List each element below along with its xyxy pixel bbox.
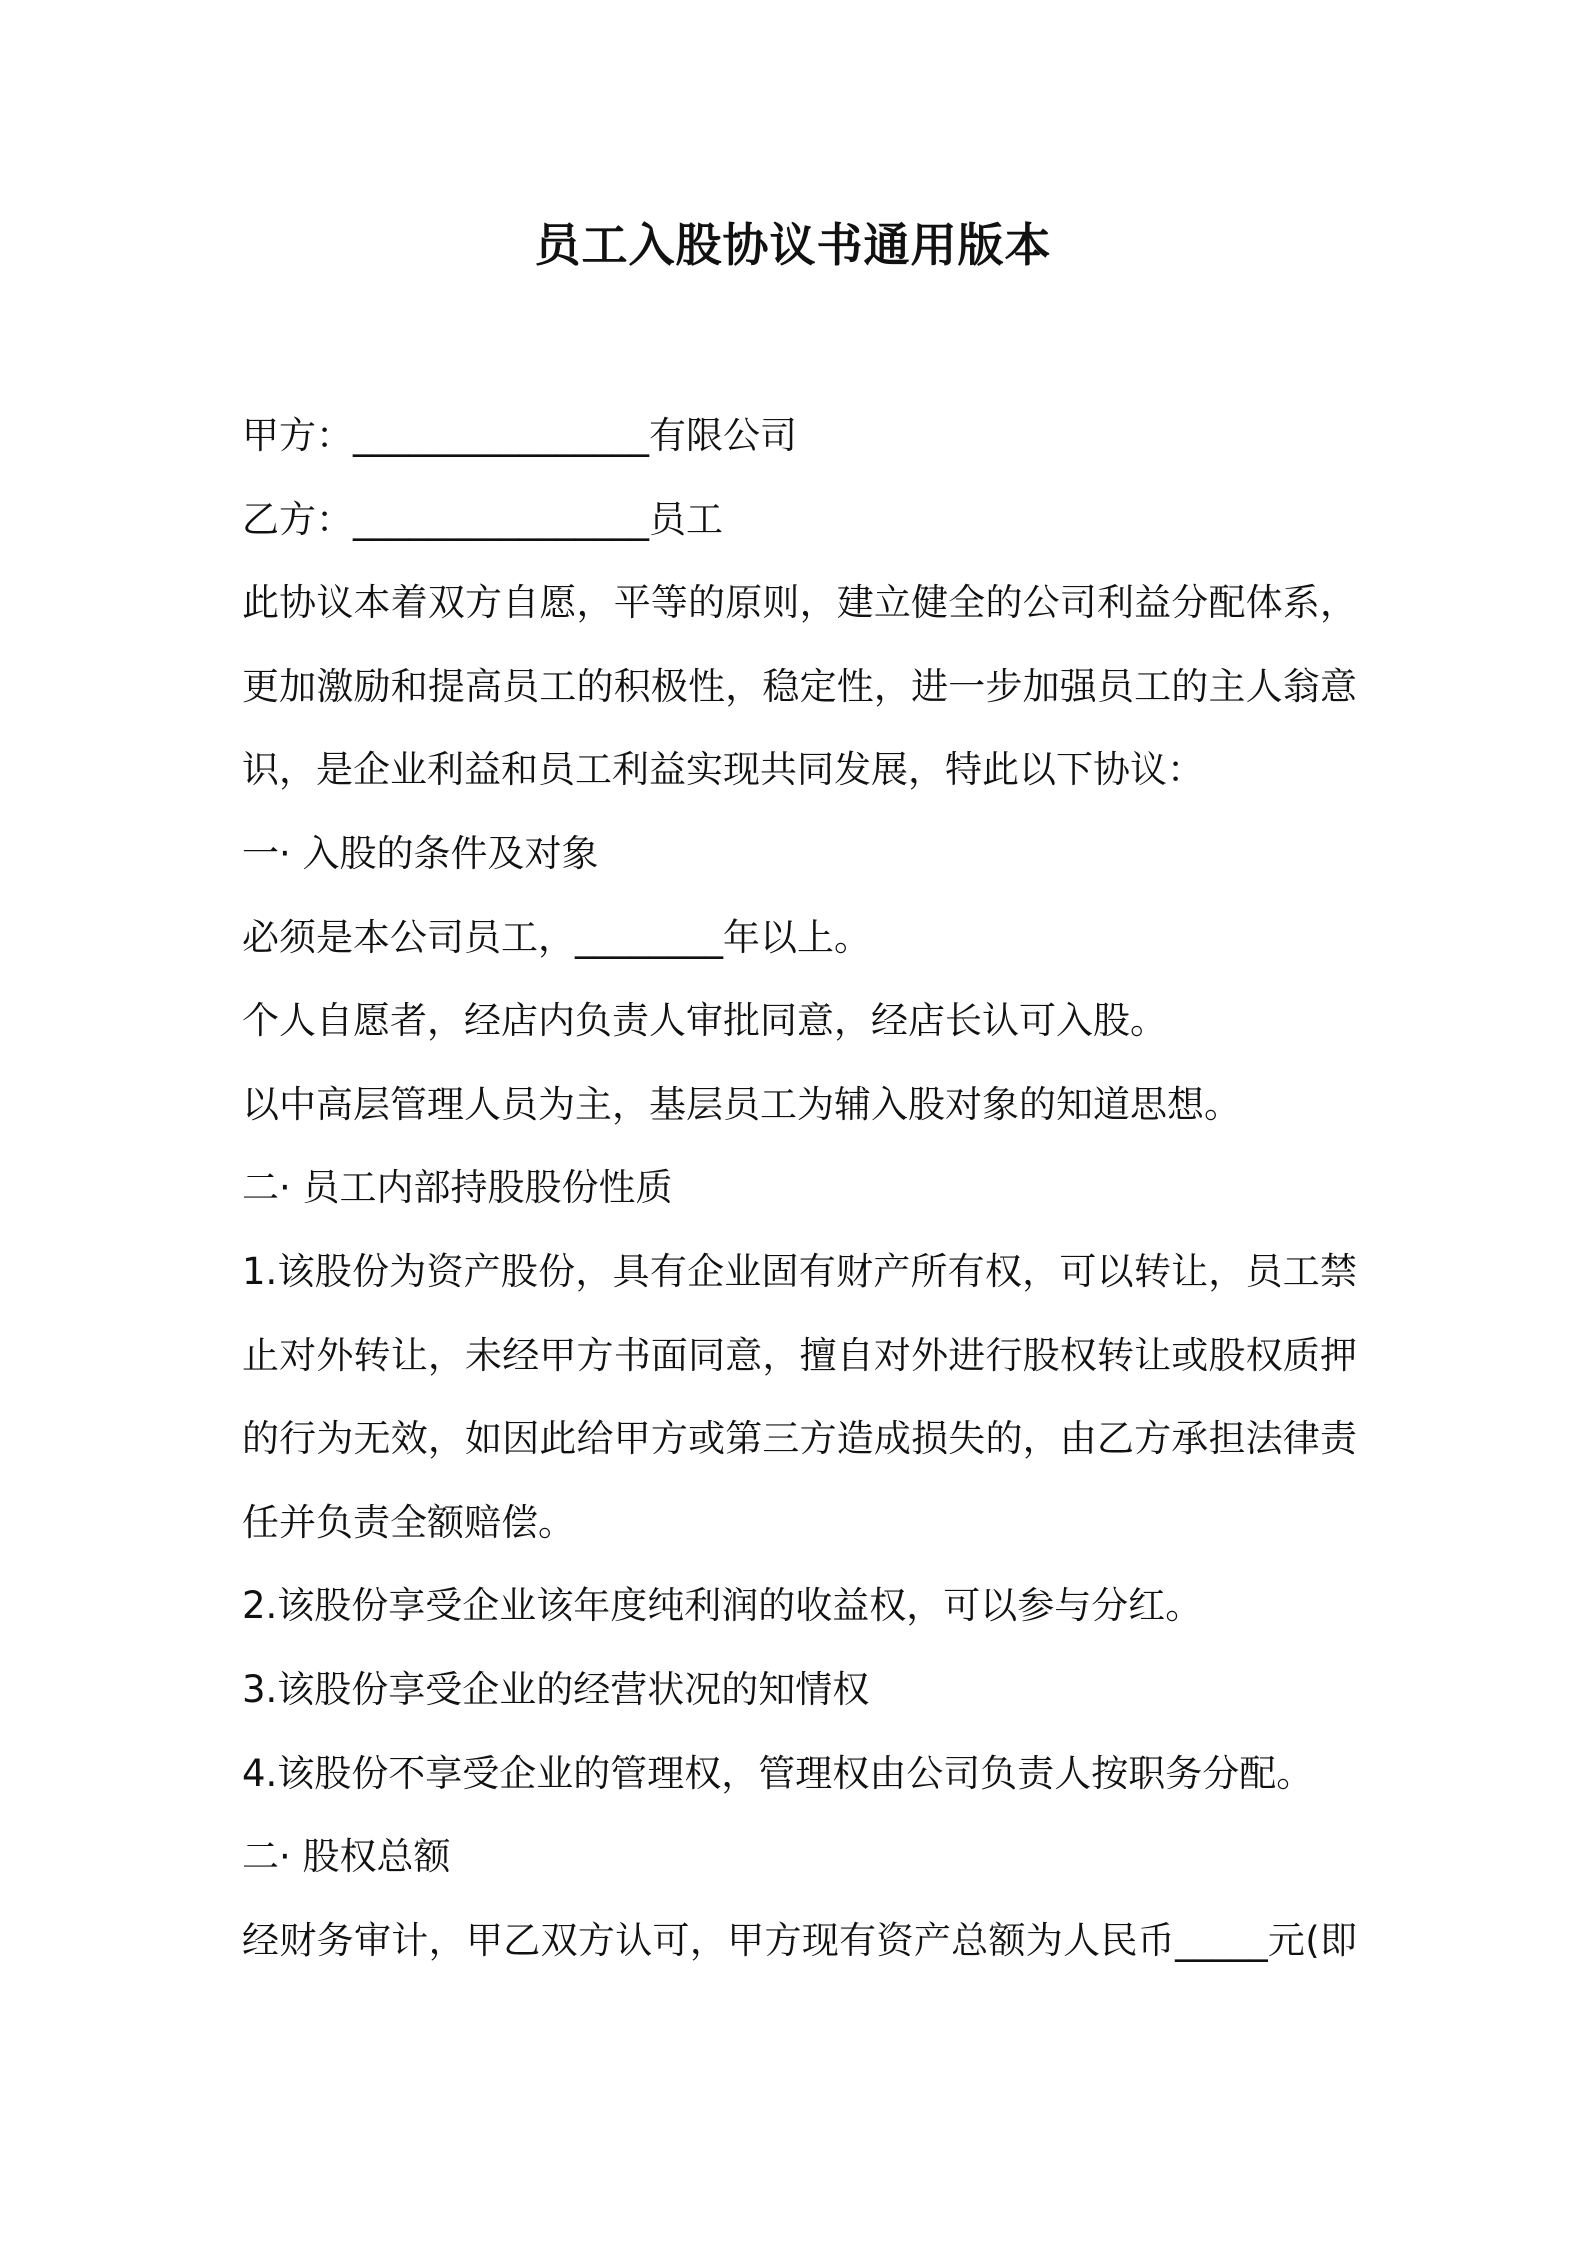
party-b-line: 乙方：________________员工 — [242, 497, 723, 541]
party-a-line: 甲方：________________有限公司 — [242, 414, 797, 457]
paragraph-line: 以中高层管理人员为主，基层员工为辅入股对象的知道思想。 — [242, 1082, 1241, 1126]
paragraph-line: 识，是企业利益和员工利益实现共同发展，特此以下协议： — [242, 748, 1204, 792]
paragraph-line: 止对外转让，未经甲方书面同意，擅自对外进行股权转让或股权质押 — [242, 1333, 1357, 1377]
section-heading: 一· 入股的条件及对象 — [242, 831, 599, 875]
paragraph-line: 此协议本着双方自愿，平等的原则，建立健全的公司利益分配体系， — [242, 581, 1357, 625]
paragraph-line: 任并负责全额赔偿。 — [242, 1500, 575, 1544]
paragraph-line: 必须是本公司员工，________年以上。 — [242, 915, 871, 959]
paragraph-line: 更加激励和提高员工的积极性，稳定性，进一步加强员工的主人翁意 — [242, 664, 1357, 708]
paragraph-line: 的行为无效，如因此给甲方或第三方造成损失的，由乙方承担法律责 — [242, 1417, 1357, 1461]
paragraph-line: 3.该股份享受企业的经营状况的知情权 — [242, 1667, 870, 1711]
paragraph-line: 4.该股份不享受企业的管理权，管理权由公司负责人按职务分配。 — [242, 1751, 1314, 1795]
paragraph-line: 个人自愿者，经店内负责人审批同意，经店长认可入股。 — [242, 999, 1167, 1043]
paragraph-line: 1.该股份为资产股份，具有企业固有财产所有权，可以转让，员工禁 — [242, 1249, 1357, 1293]
section-heading: 二· 股权总额 — [242, 1835, 451, 1879]
document-title: 员工入股协议书通用版本 — [534, 218, 1052, 272]
document-body — [242, 406, 1357, 1994]
paragraph-line: 经财务审计，甲乙双方认可，甲方现有资产总额为人民币_____元(即 — [242, 1918, 1357, 1962]
section-heading: 二· 员工内部持股股份性质 — [242, 1166, 673, 1210]
paragraph-line: 2.该股份享受企业该年度纯利润的收益权，可以参与分红。 — [242, 1584, 1203, 1628]
